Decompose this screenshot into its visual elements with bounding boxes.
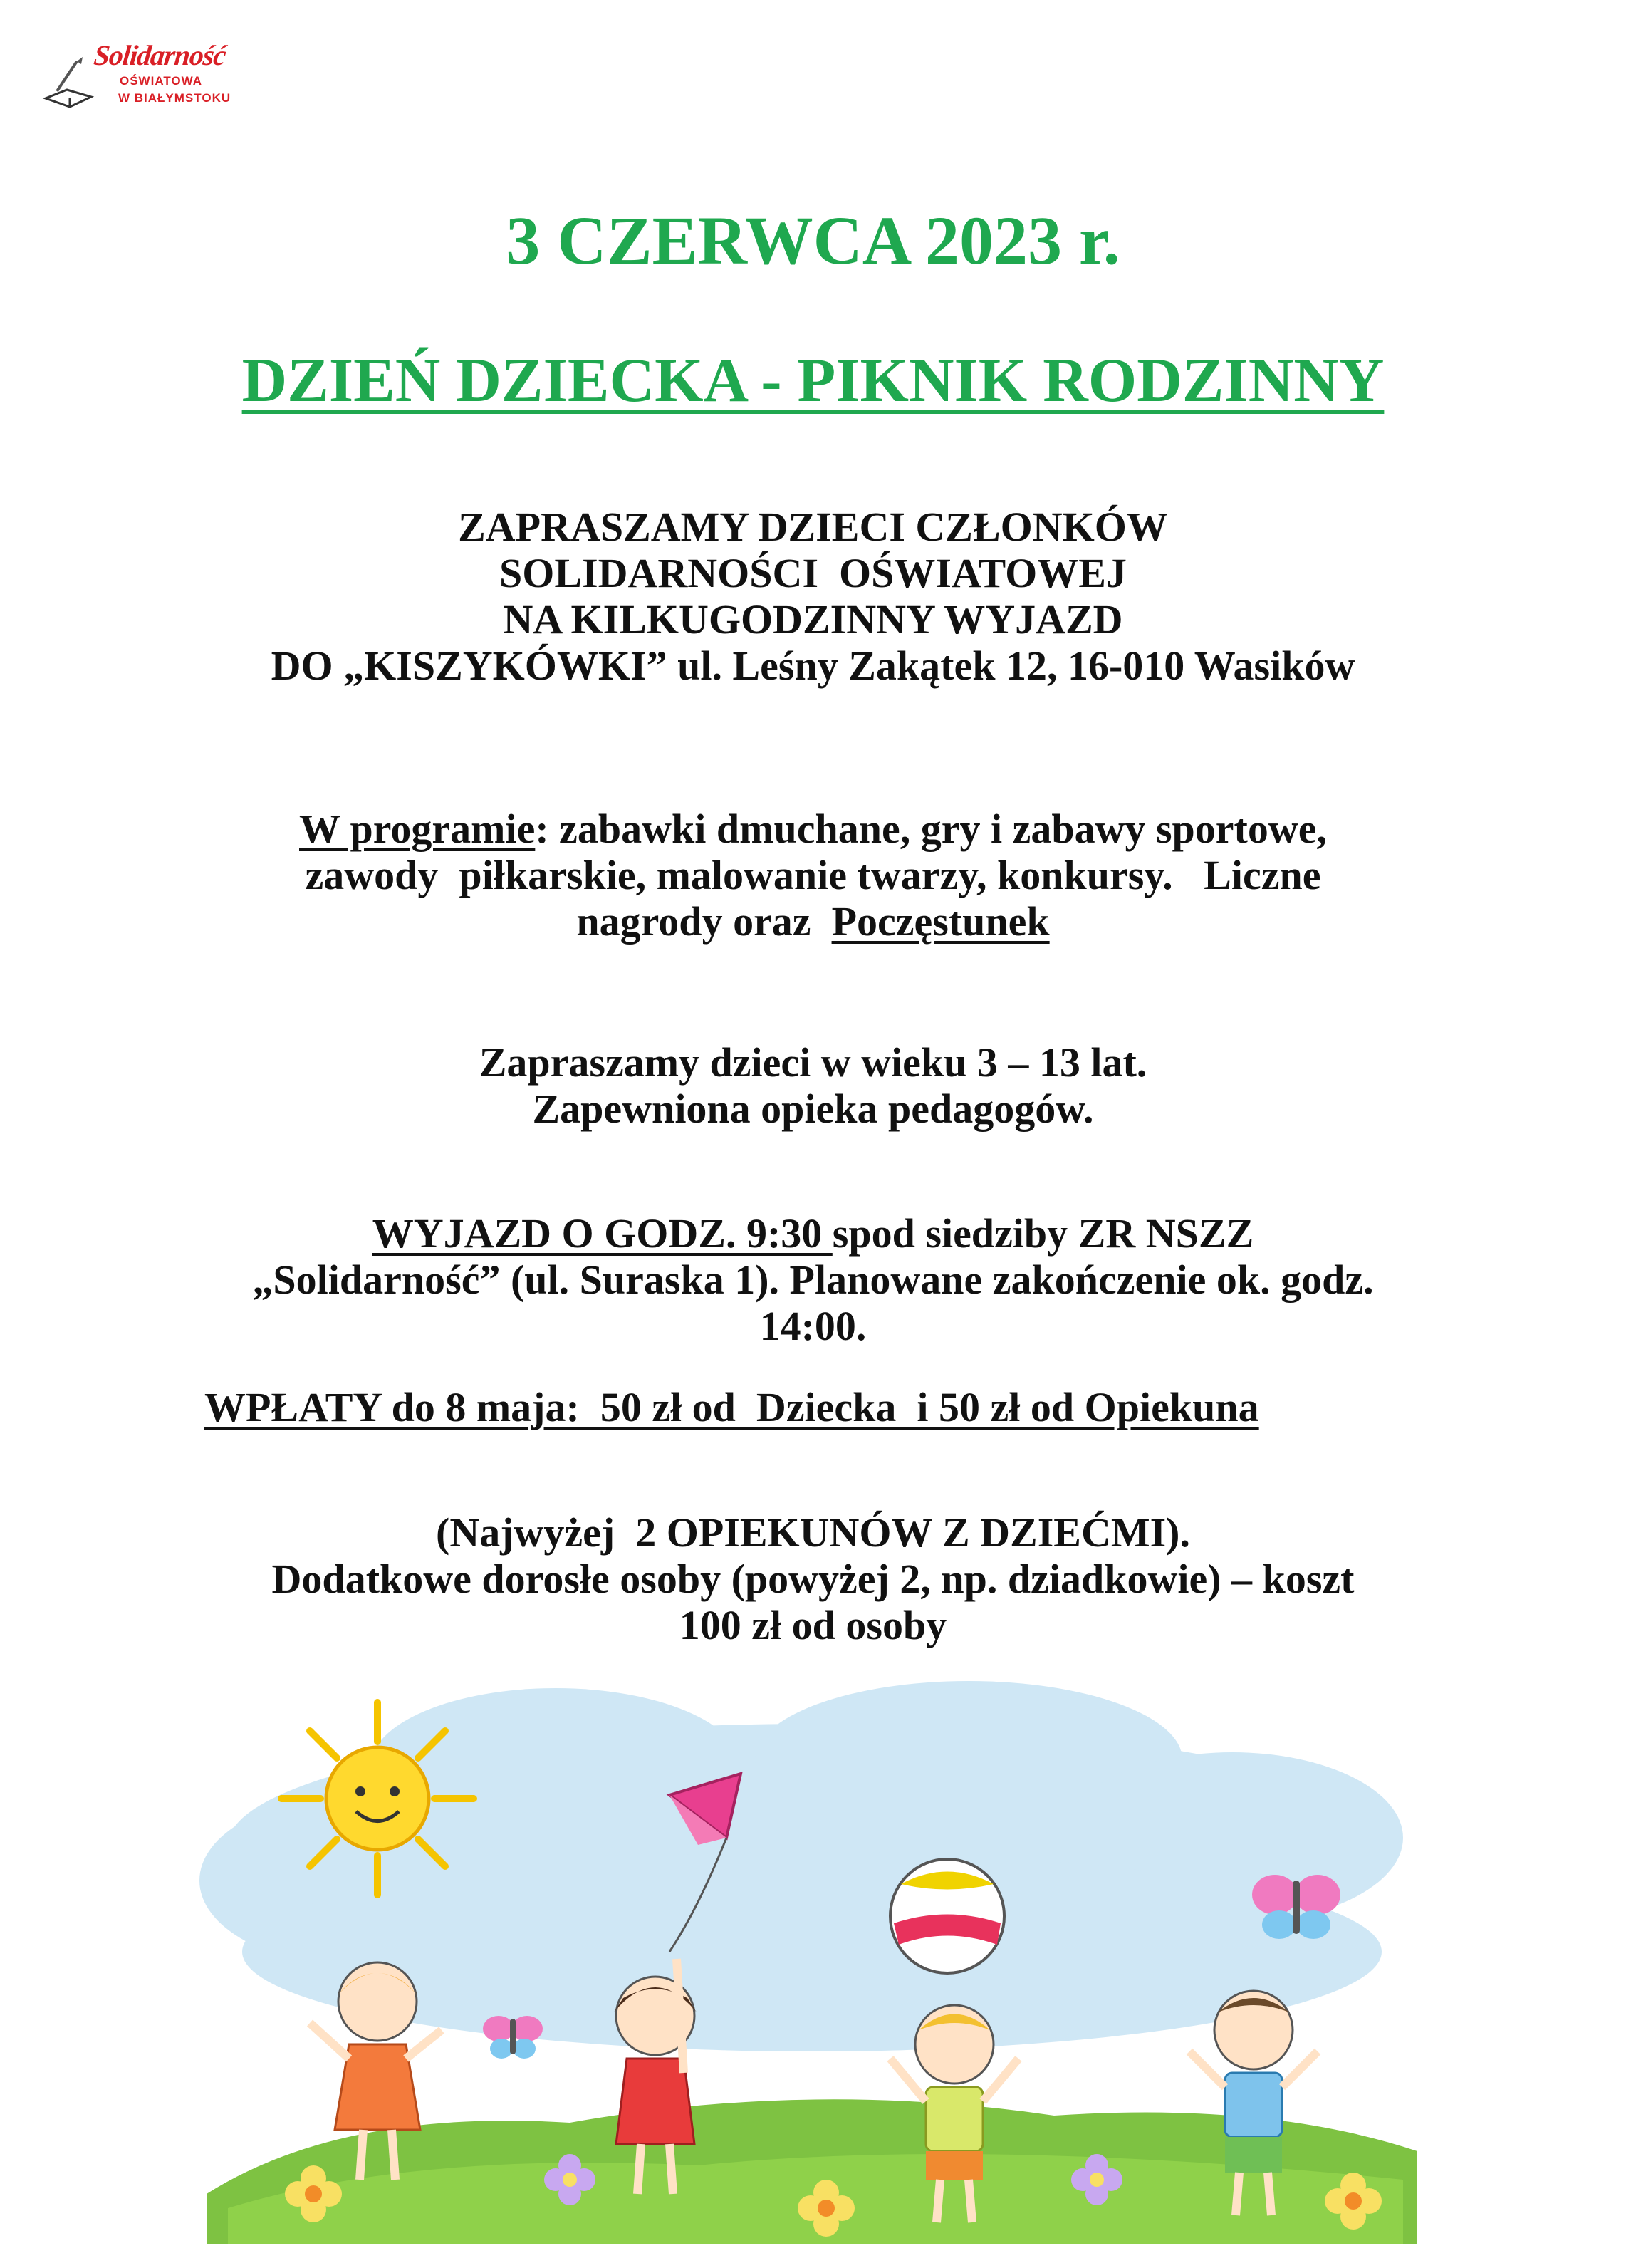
invitation-line-1: ZAPRASZAMY DZIECI CZŁONKÓW <box>458 504 1168 550</box>
event-date: 3 CZERWCA 2023 r. <box>506 202 1120 279</box>
departure-line-2: „Solidarność” (ul. Suraska 1). Planowane zakończenie ok. godz. <box>252 1256 1374 1303</box>
invitation-address: DO „KISZYKÓWKI” ul. Leśny Zakątek 12, 16-010 Wasików <box>271 642 1355 689</box>
program-label: W programie <box>299 806 536 852</box>
departure-block <box>0 1211 1626 1350</box>
notes-line-3: 100 zł od osoby <box>679 1601 947 1648</box>
notes-line-2: Dodatkowe dorosłe osoby (powyżej 2, np. dziadkowie) – koszt <box>271 1555 1355 1602</box>
program-line-1: : zabawki dmuchane, gry i zabawy sportowe, <box>535 806 1327 852</box>
notes-line-1: (Najwyżej 2 OPIEKUNÓW Z DZIEĆMI). <box>436 1509 1190 1556</box>
logo-wordmark: Solidarność <box>92 39 227 71</box>
invitation-line-2: SOLIDARNOŚCI OŚWIATOWEJ <box>499 549 1127 596</box>
program-refreshments: Poczęstunek <box>831 898 1050 945</box>
ball-icon <box>890 1859 1004 1973</box>
notes-block <box>0 1510 1626 1649</box>
logo-subtitle-1: OŚWIATOWA <box>120 74 203 88</box>
payments-line: WPŁATY do 8 maja: 50 zł od Dziecka i 50 zł od Opiekuna <box>204 1384 1259 1430</box>
age-line-1: Zapraszamy dzieci w wieku 3 – 13 lat. <box>479 1039 1147 1086</box>
butterfly-icon <box>1252 1875 1340 1939</box>
event-title <box>0 345 1626 417</box>
sun-icon <box>281 1702 474 1895</box>
program-line-3: nagrody oraz <box>576 898 832 945</box>
children-picnic-illustration <box>199 1681 1424 2244</box>
event-title-text: DZIEŃ DZIECKA - PIKNIK RODZINNY <box>241 346 1385 415</box>
solidarnosc-logo <box>41 34 248 113</box>
departure-line-3: 14:00. <box>759 1302 867 1349</box>
invitation-line-3: NA KILKUGODZINNY WYJAZD <box>503 595 1123 643</box>
logo-subtitle-2: W BIAŁYMSTOKU <box>118 91 231 105</box>
butterfly-icon <box>483 2016 543 2059</box>
age-line-2: Zapewniona opieka pedagogów. <box>532 1085 1094 1132</box>
age-block <box>0 1040 1626 1133</box>
program-line-2: zawody piłkarskie, malowanie twarzy, konkursy. Liczne <box>305 851 1321 898</box>
program-block <box>0 806 1626 945</box>
departure-line-1: spod siedziby ZR NSZZ <box>832 1210 1254 1257</box>
departure-time: WYJAZD O GODZ. 9:30 <box>372 1210 833 1257</box>
invitation-block <box>0 504 1626 690</box>
book-icon <box>41 56 98 113</box>
